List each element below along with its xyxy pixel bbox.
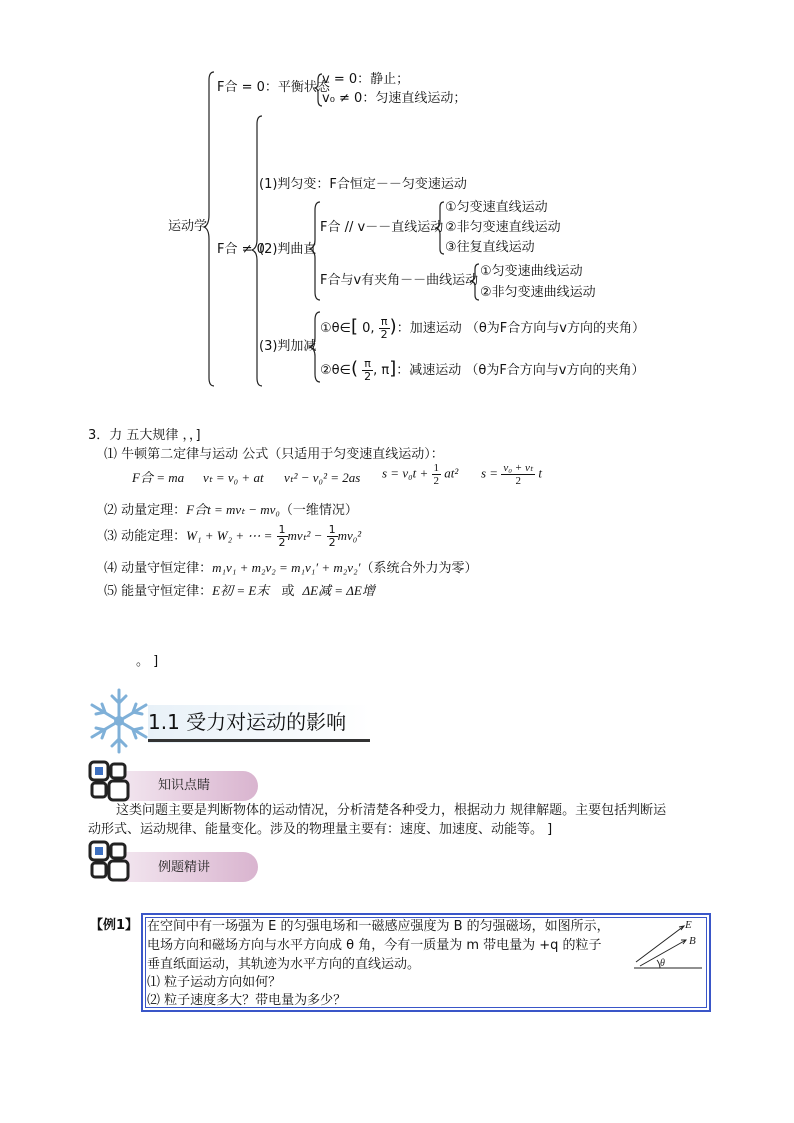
tree-judge2: (2)判曲直 — [259, 242, 317, 257]
acc-prefix: ①θ∈ — [320, 321, 351, 336]
tree-nonzero-cond: F合 ≠ 0 — [217, 242, 265, 257]
tree-zero-a: v = 0：静止； — [322, 72, 410, 87]
acc-suffix: ：加速运动 （θ为F合方向与v方向的夹角） — [396, 321, 645, 336]
dec-lower-frac: $\frac{\pi}{2}$ — [364, 357, 372, 383]
dec-upper: π — [381, 363, 390, 378]
formula-1: F合 = ma — [132, 470, 185, 485]
dec-suffix: ：减速运动 （θ为F合方向与v方向的夹角） — [396, 363, 645, 378]
grid-squares-icon — [88, 840, 132, 884]
snowflake-icon — [86, 686, 152, 756]
tree-zero-cond: F合 = 0：平衡状态 — [217, 80, 330, 95]
example-line-3: 垂直纸面运动，其轨迹为水平方向的直线运动。 — [147, 957, 421, 972]
examples-label: 例题精讲 — [158, 860, 211, 875]
label-E: E — [685, 919, 692, 931]
acc-upper-frac: $\frac{\pi}{2}$ — [380, 315, 388, 341]
dec-prefix: ②θ∈ — [320, 363, 351, 378]
grid-squares-icon — [88, 760, 132, 804]
tree-p1: ①匀变速直线运动 — [445, 200, 548, 215]
tree-c2: ②非匀变速曲线运动 — [480, 285, 596, 300]
field-diagram — [630, 918, 708, 974]
tree-dec: ②θ∈( $\frac{\pi}{2}$ , π]：减速运动 （θ为F合方向与v方向的夹角） — [320, 357, 645, 383]
example-line-2: 电场方向和磁场方向与水平方向成 θ 角，今有一质量为 m 带电量为 +q 的粒子 — [147, 938, 602, 953]
example-question-2: ⑵ 粒子速度多大？带电量为多少？ — [147, 993, 347, 1008]
tree-judge3: (3)判加减 — [259, 339, 317, 354]
stray-mark: 。 ] — [136, 654, 159, 669]
example-question-1: ⑴ 粒子运动方向如何？ — [147, 975, 282, 990]
example-tag: 【例1】 — [90, 918, 139, 933]
formula-3: vₜ² − v₀² = 2as — [284, 470, 361, 485]
tree-c1: ①匀变速曲线运动 — [480, 264, 583, 279]
law-3: ⑶ 动能定理：W₁ + W₂ + ⋯ = $\frac{1}{2}$ mvₜ² − $\frac{1}{2}$ mv₀² — [104, 523, 362, 549]
knowledge-text-1: 这类问题主要是判断物体的运动情况，分析清楚各种受力，根据动力 规律解题。主要包括判断运 — [116, 803, 667, 818]
example-line-1: 在空间中有一场强为 E 的匀强电场和一磁感应强度为 B 的匀强磁场，如图所示， — [147, 919, 610, 934]
tree-parallel: F合 // v－－直线运动 — [320, 220, 444, 235]
section-underline — [148, 739, 370, 742]
knowledge-label: 知识点睛 — [158, 778, 211, 793]
formula-2: vₜ = v₀ + at — [203, 470, 264, 485]
tree-zero-b: v₀ ≠ 0：匀速直线运动； — [322, 91, 467, 106]
tree-judge1: (1)判匀变：F合恒定－－匀变速运动 — [259, 177, 467, 192]
tree-p2: ②非匀变速直线运动 — [445, 220, 561, 235]
label-theta: θ — [660, 958, 665, 969]
law-5: ⑸ 能量守恒定律：E初 = E末 或 ΔE减 = ΔE增 — [104, 583, 375, 599]
knowledge-text-2: 动形式、运动规律、能量变化。涉及的物理量主要有：速度、加速度、动能等。 ] — [88, 822, 553, 837]
formula-4: s = v₀t + $\frac{1}{2}$ at² — [382, 462, 459, 487]
law-2: ⑵ 动量定理：F合t = mvₜ − mv₀（一维情况） — [104, 502, 358, 518]
laws-heading: 3．力 五大规律 ，，] — [88, 428, 201, 443]
acc-lower: 0 — [362, 321, 371, 336]
tree-root: 运动学 — [168, 219, 208, 234]
tree-p3: ③往复直线运动 — [445, 240, 535, 255]
law-4: ⑷ 动量守恒定律：m₁v₁ + m₂v₂ = m₁v₁′ + m₂v₂′（系统合外力为零） — [104, 560, 478, 576]
tree-angle: F合与v有夹角－－曲线运动 — [320, 273, 479, 288]
section-title: 1.1 受力对运动的影响 — [148, 710, 347, 734]
law-1: ⑴ 牛顿第二定律与运动 公式（只适用于匀变速直线运动）： — [104, 447, 444, 462]
tree-acc: ①θ∈[ 0, $\frac{\pi}{2}$ )：加速运动 （θ为F合方向与v方向的夹角） — [320, 315, 645, 341]
label-B: B — [689, 935, 696, 947]
formula-5: s = $\frac{\text{v₀ + vₜ}}{2}$ t — [481, 462, 542, 487]
